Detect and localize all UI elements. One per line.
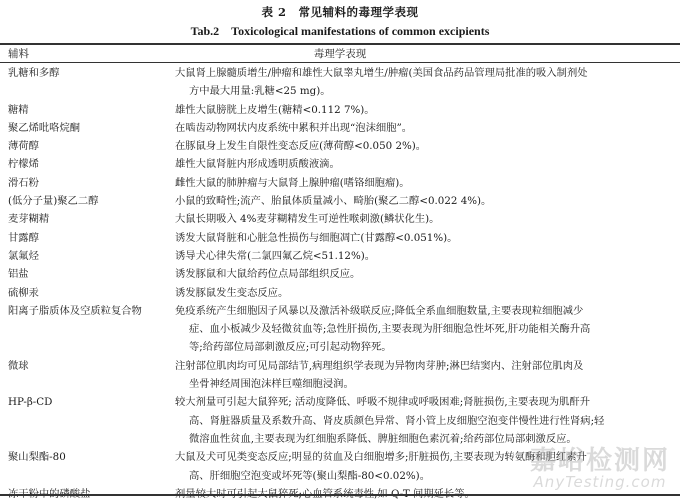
table-row bbox=[0, 137, 680, 155]
table-caption-english: Tab.2 Toxicological manifestations of common excipients bbox=[190, 24, 490, 38]
table-row bbox=[0, 210, 680, 228]
table-row bbox=[0, 284, 680, 302]
excipient-name: 柠檬烯 bbox=[8, 158, 39, 171]
table-caption-chinese: 表 2 常见辅料的毒理学表现 bbox=[261, 5, 419, 19]
table-header-row bbox=[0, 46, 680, 62]
table-row bbox=[0, 265, 680, 283]
watermark-cn: 嘉峪检测网 bbox=[529, 446, 670, 476]
excipient-name: 阳离子脂质体及空质粒复合物 bbox=[8, 304, 142, 317]
description-line: 坐骨神经周围泡沫样巨噬细胞浸润。 bbox=[189, 378, 354, 391]
description-line: 较大剂量可引起大鼠猝死; 活动度降低、呼吸不规律或呼吸困难;肾脏损伤,主要表现为肌酐升 bbox=[175, 396, 591, 409]
toxicology-description bbox=[175, 155, 675, 173]
description-line: 小鼠的致畸性;流产、胎鼠体质量减小、畸胎(聚乙二醇<0.022 4%)。 bbox=[175, 195, 492, 208]
description-line: 注射部位肌肉均可见局部结节,病理组织学表现为异物肉芽肿;淋巴结窦内、注射部位肌肉及 bbox=[175, 359, 584, 372]
excipient-name: HP-β-CD bbox=[8, 396, 53, 409]
description-line: 高、肾脏器质量及系数升高、肾皮质颜色异常、肾小管上皮细胞空泡变伴慢性进行性肾病;轻 bbox=[189, 414, 605, 427]
description-line: 雄性大鼠膀胱上皮增生(糖精<0.112 7%)。 bbox=[175, 103, 375, 116]
description-line: 免疫系统产生细胞因子风暴以及激活补级联反应;降低全系血细胞数量,主要表现粒细胞减少 bbox=[175, 304, 584, 317]
table-row bbox=[0, 101, 680, 119]
description-line: 在啮齿动物网状内皮系统中累积并出现“泡沫细胞”。 bbox=[175, 121, 413, 134]
table-row bbox=[0, 155, 680, 173]
toxicology-description bbox=[175, 229, 675, 247]
table-body bbox=[0, 64, 680, 503]
description-line: 高、肝细胞空泡变或坏死等(聚山梨酯-80<0.02%)。 bbox=[189, 469, 431, 482]
description-line: 症、血小板减少及轻微贫血等;急性肝损伤,主要表现为肝细胞急性坏死,肝功能相关酶升高 bbox=[189, 323, 591, 336]
toxicology-description bbox=[175, 192, 675, 210]
excipient-name: 聚乙烯吡咯烷酮 bbox=[8, 121, 81, 134]
description-line: 诱发大鼠肾脏和心脏急性损伤与细胞凋亡(甘露醇<0.051%)。 bbox=[175, 231, 458, 244]
excipient-name: 甘露醇 bbox=[8, 231, 39, 244]
table-row bbox=[0, 302, 680, 357]
excipient-name: 微球 bbox=[8, 359, 29, 372]
table-row bbox=[0, 229, 680, 247]
toxicology-description bbox=[175, 174, 675, 192]
table-row bbox=[0, 192, 680, 210]
description-line: 大鼠长期吸入 4%麦芽糊精发生可逆性喉刺激(鳞状化生)。 bbox=[175, 213, 440, 226]
table-bottom-rule bbox=[0, 494, 680, 496]
excipient-name: 氯氟烃 bbox=[8, 249, 39, 262]
description-line: 诱导犬心律失常(二氯四氟乙烷<51.12%)。 bbox=[175, 249, 376, 262]
description-line: 诱发豚鼠和大鼠给药位点局部组织反应。 bbox=[175, 268, 361, 281]
toxicology-description bbox=[175, 119, 675, 137]
watermark-en: AnyTesting.com bbox=[533, 473, 667, 491]
description-line: 微溶血性贫血,主要表现为红细胞系降低、脾脏细胞色素沉着;给药部位局部刺激反应。 bbox=[189, 432, 577, 445]
excipient-name: 铝盐 bbox=[8, 268, 29, 281]
toxicology-description bbox=[175, 210, 675, 228]
toxicology-description bbox=[175, 302, 675, 357]
excipient-name: 麦芽糊精 bbox=[8, 213, 50, 226]
toxicology-description bbox=[175, 137, 675, 155]
description-line: 在豚鼠身上发生自限性变态反应(薄荷醇<0.050 2%)。 bbox=[175, 140, 427, 153]
description-line: 大鼠及犬可见类变态反应;明显的贫血及白细胞增多;肝脏损伤,主要表现为转氨酶和胆红素升 bbox=[175, 451, 587, 464]
table-row bbox=[0, 393, 680, 448]
table-header-rule bbox=[0, 62, 680, 63]
excipient-name: (低分子量)聚乙二醇 bbox=[8, 195, 99, 208]
table-top-rule bbox=[0, 43, 680, 45]
toxicology-description bbox=[175, 247, 675, 265]
description-line: 诱发豚鼠发生变态反应。 bbox=[175, 286, 289, 299]
table-row bbox=[0, 174, 680, 192]
description-line: 雄性大鼠肾脏内形成透明质酸液滴。 bbox=[175, 158, 340, 171]
table-row bbox=[0, 64, 680, 101]
header-toxicology: 毒理学表现 bbox=[313, 48, 367, 60]
table-row bbox=[0, 247, 680, 265]
excipient-name: 乳糖和多醇 bbox=[8, 67, 60, 79]
excipient-name: 糖精 bbox=[8, 103, 29, 116]
table-row bbox=[0, 119, 680, 137]
description-line: 雌性大鼠的肺肿瘤与大鼠肾上腺肿瘤(嗜铬细胞瘤)。 bbox=[175, 176, 410, 189]
toxicology-description bbox=[175, 448, 675, 485]
table-row bbox=[0, 448, 680, 485]
description-line: 方中最大用量:乳糖<25 mg)。 bbox=[189, 85, 331, 98]
header-excipient: 辅料 bbox=[8, 48, 29, 60]
excipient-name: 聚山梨酯-80 bbox=[8, 451, 66, 464]
description-line: 大鼠肾上腺髓质增生/肿瘤和雄性大鼠睾丸增生/肿瘤(美国食品药品管理局批准的吸入制剂处 bbox=[175, 67, 588, 79]
toxicology-description bbox=[175, 101, 675, 119]
toxicology-description bbox=[175, 284, 675, 302]
description-line: 等;给药部位局部刺激反应;可引起动物猝死。 bbox=[189, 341, 392, 354]
excipient-name: 滑石粉 bbox=[8, 176, 39, 189]
toxicology-description bbox=[175, 265, 675, 283]
toxicology-description bbox=[175, 64, 675, 101]
toxicology-description bbox=[175, 393, 675, 448]
toxicology-description bbox=[175, 357, 675, 394]
table-row bbox=[0, 357, 680, 394]
excipient-name: 硫柳汞 bbox=[8, 286, 39, 299]
excipient-name: 薄荷醇 bbox=[8, 140, 39, 153]
